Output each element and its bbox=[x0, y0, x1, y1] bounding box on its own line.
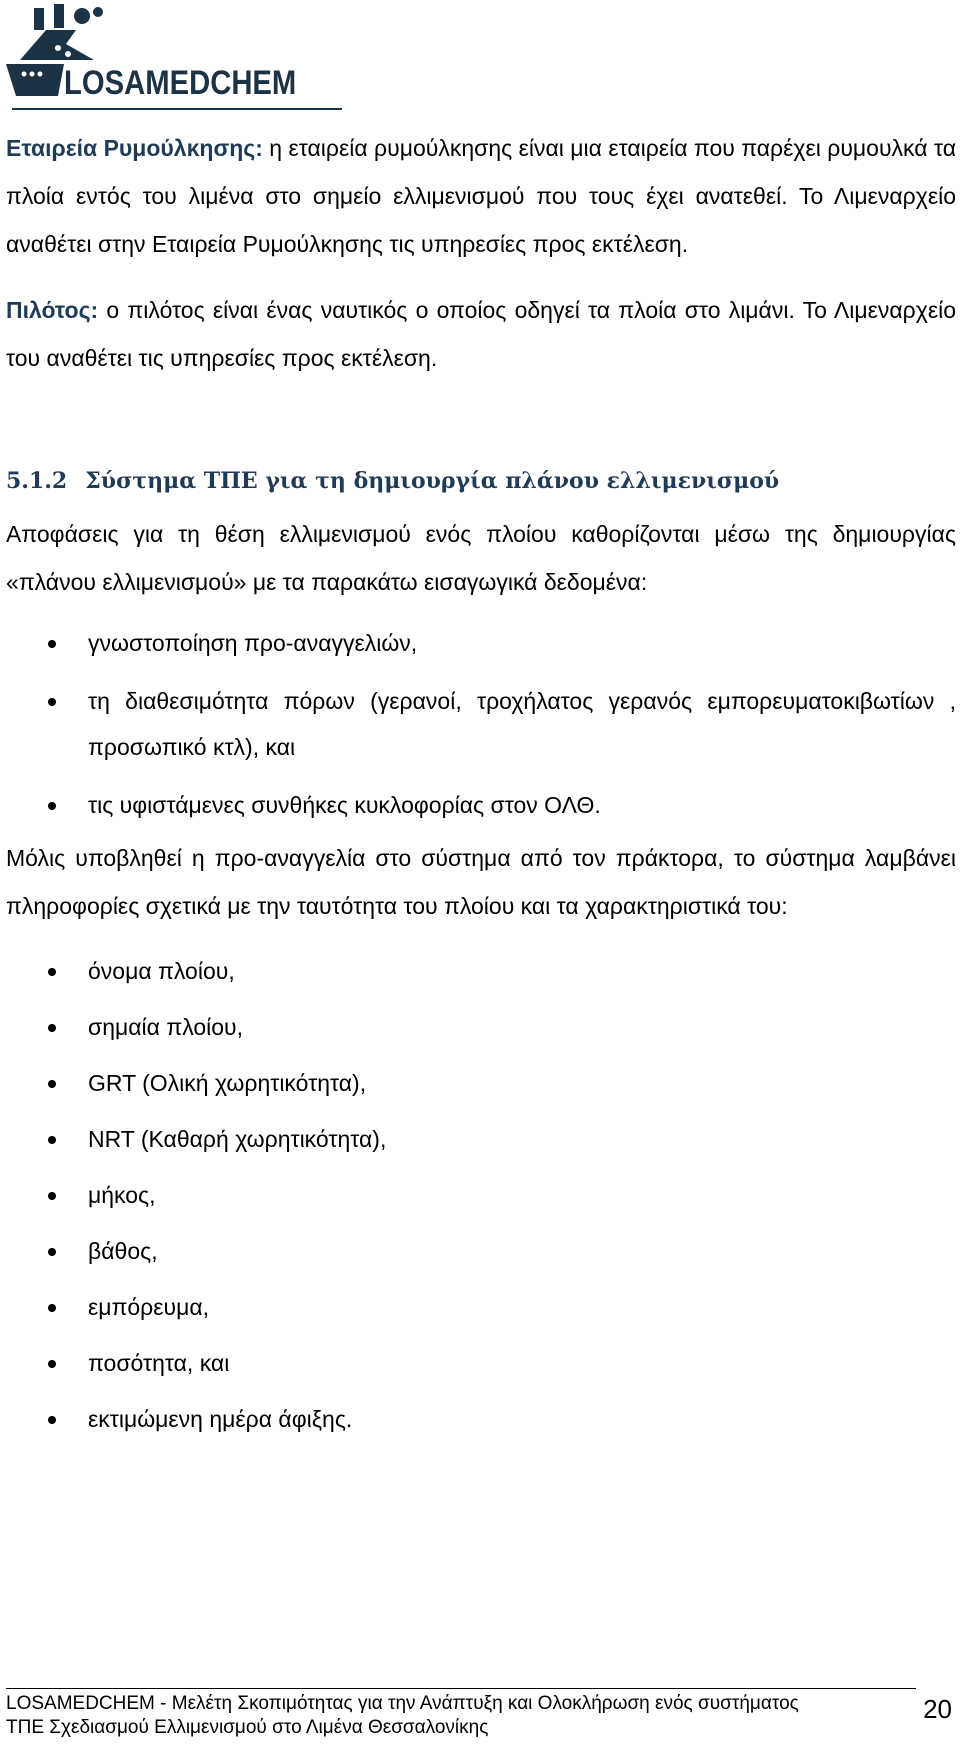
input-data-list bbox=[6, 620, 956, 828]
definition-text: ο πιλότος είναι ένας ναυτικός ο οποίος οδηγεί τα πλοία στο λιμάνι. Το Λιμεναρχείο του αναθέτει τις υπηρεσίες προς εκτέλεση. bbox=[6, 297, 956, 371]
list-item-text: NRT (Καθαρή χωρητικότητα), bbox=[88, 1126, 387, 1152]
list-item-text: εμπόρευμα, bbox=[88, 1294, 210, 1320]
list-item bbox=[6, 782, 956, 828]
list-item bbox=[6, 1396, 956, 1442]
list-item-text: εκτιμώμενη ημέρα άφιξης. bbox=[88, 1406, 353, 1432]
bullet-icon bbox=[48, 1360, 56, 1368]
logo-underline bbox=[12, 108, 342, 110]
spacer bbox=[6, 382, 956, 464]
bullet-icon bbox=[48, 968, 56, 976]
bullet-icon bbox=[48, 1136, 56, 1144]
section-number: 5.1.2 bbox=[6, 468, 68, 494]
bullet-icon bbox=[48, 802, 56, 810]
ship-characteristics-list bbox=[6, 948, 956, 1442]
list-item bbox=[6, 1060, 956, 1106]
paragraph-intro: Αποφάσεις για τη θέση ελλιμενισμού ενός πλοίου καθορίζονται μέσω της δημιουργίας «πλάνου ελλιμενισμού» με τα παρακάτω εισαγωγικά δεδομένα: bbox=[6, 521, 956, 595]
bullet-icon bbox=[48, 1192, 56, 1200]
term-label: Εταιρεία Ρυμούλκησης: bbox=[6, 135, 263, 161]
bullet-icon bbox=[48, 1304, 56, 1312]
spacer bbox=[6, 498, 956, 510]
bullet-icon bbox=[48, 1024, 56, 1032]
list-item bbox=[6, 948, 956, 994]
list-item-text: σημαία πλοίου, bbox=[88, 1014, 244, 1040]
list-item-text: ποσότητα, και bbox=[88, 1350, 230, 1376]
footer-line-1: LOSAMEDCHEM - Μελέτη Σκοπιμότητας για την Ανάπτυξη και Ολοκλήρωση ενός συστήματος bbox=[6, 1693, 799, 1714]
spacer bbox=[6, 268, 956, 286]
page-footer bbox=[6, 1688, 956, 1744]
logo-text: LOSAMEDCHEM bbox=[64, 64, 297, 102]
page-number: 20 bbox=[923, 1694, 952, 1724]
definition-text: η εταιρεία ρυμούλκησης είναι μια εταιρεία που παρέχει ρυμουλκά τα πλοία εντός του λιμένα στο σημείο ελλιμενισμού που τους έχει ανατεθεί. Το Λιμεναρχείο αναθέτει στην Εταιρεία Ρυμούλκησης τις υπηρεσίες προς εκτέλεση. bbox=[6, 135, 956, 257]
list-item-text: τις υφιστάμενες συνθήκες κυκλοφορίας στον ΟΛΘ. bbox=[88, 792, 601, 818]
term-label: Πιλότος: bbox=[6, 297, 99, 323]
definition-pilot bbox=[6, 286, 956, 382]
bullet-icon bbox=[48, 640, 56, 648]
bullet-icon bbox=[48, 1416, 56, 1424]
list-item bbox=[6, 1004, 956, 1050]
list-item-text: μήκος, bbox=[88, 1182, 156, 1208]
section-heading bbox=[6, 464, 956, 498]
bullet-icon bbox=[48, 1080, 56, 1088]
list-item-text: όνομα πλοίου, bbox=[88, 958, 235, 984]
list-item bbox=[6, 1228, 956, 1274]
list-item bbox=[6, 678, 956, 770]
list-item-text: γνωστοποίηση προ-αναγγελιών, bbox=[88, 630, 418, 656]
spacer bbox=[6, 930, 956, 948]
bullet-icon bbox=[48, 1248, 56, 1256]
list-item-text: τη διαθεσιμότητα πόρων (γερανοί, τροχήλατος γερανός εμπορευματοκιβωτίων , προσωπικό κτλ), και bbox=[88, 688, 956, 760]
footer-line-2: ΤΠΕ Σχεδιασμού Ελλιμενισμού στο Λιμένα Θεσσαλονίκης bbox=[6, 1717, 489, 1738]
list-item bbox=[6, 1116, 956, 1162]
list-item bbox=[6, 1284, 956, 1330]
footer-divider bbox=[6, 1688, 916, 1689]
paragraph-announcement: Μόλις υποβληθεί η προ-αναγγελία στο σύστημα από τον πράκτορα, το σύστημα λαμβάνει πληροφορίες σχετικά με την ταυτότητα του πλοίου και τα χαρακτηριστικά του: bbox=[6, 845, 956, 919]
bullet-icon bbox=[48, 698, 56, 706]
list-item bbox=[6, 620, 956, 666]
losamedchem-logo bbox=[6, 4, 342, 112]
document-body bbox=[6, 124, 956, 1442]
list-item bbox=[6, 1340, 956, 1386]
list-item-text: βάθος, bbox=[88, 1238, 158, 1264]
definition-towing-company bbox=[6, 124, 956, 268]
section-title: Σύστημα ΤΠΕ για τη δημιουργία πλάνου ελλιμενισμού bbox=[85, 468, 780, 494]
list-item bbox=[6, 1172, 956, 1218]
spacer bbox=[6, 606, 956, 620]
footer-text bbox=[6, 1692, 906, 1740]
list-item-text: GRT (Ολική χωρητικότητα), bbox=[88, 1070, 367, 1096]
